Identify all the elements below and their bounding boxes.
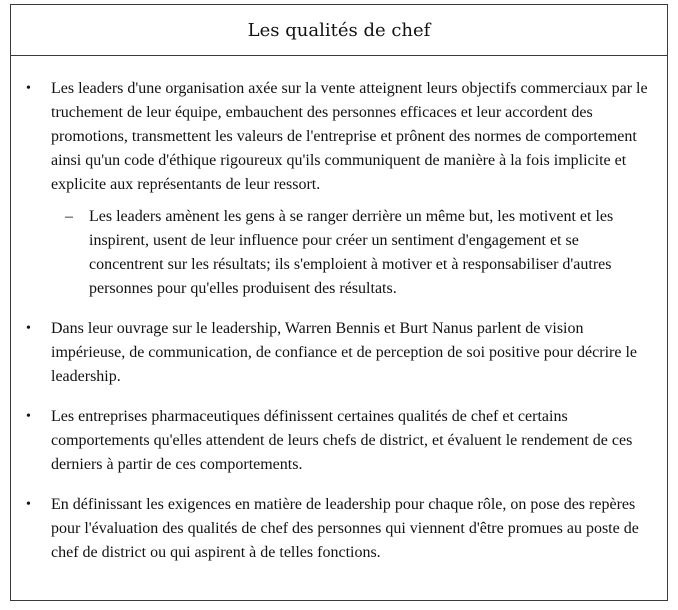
slide-body [11, 56, 667, 565]
dash-marker: – [65, 208, 73, 225]
bullet-marker: • [26, 81, 31, 96]
bullet-item [23, 317, 655, 389]
slide-header [11, 5, 667, 56]
bullet-text: Les leaders d'une organisation axée sur la vente atteignent leurs objectifs commerciaux par le truchement de leur équipe, embauchent des personnes efficaces et leur accordent des promotions, transmettent les valeurs de l'entreprise et prônent des normes de comportement ainsi qu'un code d'éthique rigoureux qu'ils communiquent de manière à la fois implicite et explicite aux représentants de leur ressort. [51, 80, 648, 193]
slide-frame [10, 4, 668, 601]
sub-bullet-list [51, 205, 655, 301]
bullet-item [23, 493, 655, 565]
bullet-marker: • [26, 409, 31, 424]
sub-bullet-item [51, 205, 655, 301]
bullet-marker: • [26, 497, 31, 512]
sub-bullet-text: Les leaders amènent les gens à se ranger derrière un même but, les motivent et les inspirent, usent de leur influence pour créer un sentiment d'engagement et se concentrent sur les résultats; ils s'emploient à motiver et à responsabiliser d'autres personnes pour qu'elles produisent des résultats. [89, 208, 614, 297]
bullet-item [23, 405, 655, 477]
bullet-text: Les entreprises pharmaceutiques définissent certaines qualités de chef et certains comportements qu'elles attendent de leurs chefs de district, et évaluent le rendement de ces derniers à partir de ces comportements. [51, 408, 633, 473]
slide-title: Les qualités de chef [247, 19, 431, 41]
bullet-item [23, 77, 655, 301]
bullet-list [23, 77, 655, 565]
bullet-marker: • [26, 321, 31, 336]
bullet-text: Dans leur ouvrage sur le leadership, Warren Bennis et Burt Nanus parlent de vision impérieuse, de communication, de confiance et de perception de soi positive pour décrire le leadership. [51, 320, 637, 385]
bullet-text: En définissant les exigences en matière de leadership pour chaque rôle, on pose des repères pour l'évaluation des qualités de chef des personnes qui viennent d'être promues au poste de chef de district ou qui aspirent à de telles fonctions. [51, 496, 639, 561]
